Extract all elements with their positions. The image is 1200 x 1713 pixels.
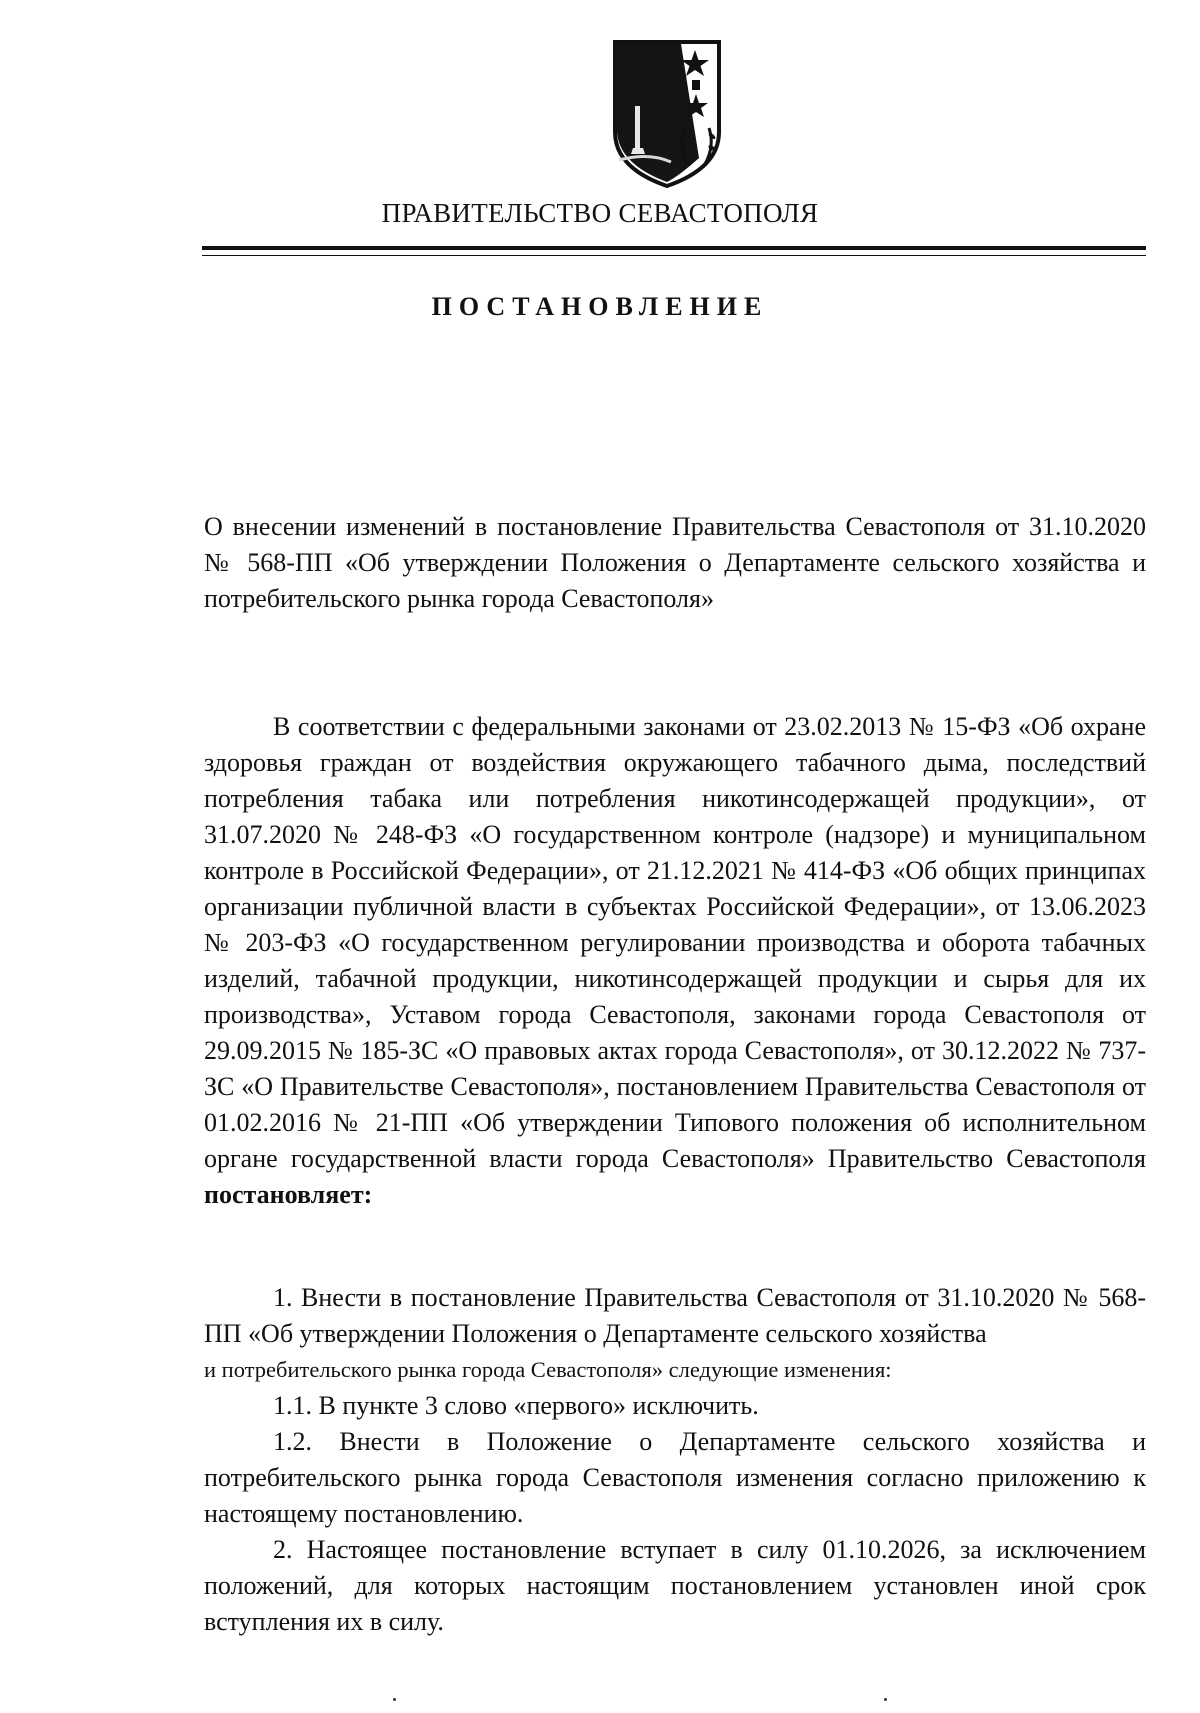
sevastopol-coat-of-arms-icon [609,36,725,190]
document-subject: О внесении изменений в постановление Правительства Севастополя от 31.10.2020 № 568-ПП «Об утверждении Положения о Департаменте сельского хозяйства и потребительского рынка города Севастополя» [204,512,1146,613]
item-1-1: 1.1. В пункте 3 слово «первого» исключить. [273,1391,759,1420]
resolution-items [204,1280,1146,1640]
item-2: 2. Настоящее постановление вступает в силу 01.10.2026, за исключением положений, для которых настоящим постановлением установлен иной срок вступления их в силу. [204,1535,1146,1636]
preamble-paragraph [204,709,1146,1213]
item-1-text: 1. Внести в постановление Правительства Севастополя от 31.10.2020 № 568-ПП «Об утверждении Положения о Департаменте сельского хозяйства [204,1283,1146,1348]
document-type-title: ПОСТАНОВЛЕНИЕ [431,292,769,321]
header-rule-thin [202,255,1146,256]
scan-speck [884,1698,887,1701]
item-1-2: 1.2. Внести в Положение о Департаменте сельского хозяйства и потребительского рынка города Севастополя изменения согласно приложению к настоящему постановлению. [204,1427,1146,1528]
organization-name: ПРАВИТЕЛЬСТВО СЕВАСТОПОЛЯ [381,198,819,228]
header-rule-thick [202,246,1146,250]
preamble-text: В соответствии с федеральными законами от 23.02.2013 № 15-ФЗ «Об охране здоровья граждан от воздействия окружающего табачного дыма, последствий потребления табака или потребления никотинсодержащей продукции», от 31.07.2020 № 248-ФЗ «О государственном контроле (надзоре) и муниципальном контроле в Российской Федерации», от 21.12.2021 № 414-ФЗ «Об общих принципах организации публичной власти в субъектах Российской Федерации», от 13.06.2023 № 203-ФЗ «О государственном регулировании производства и оборота табачных изделий, табачной продукции, никотинсодержащей продукции и сырья для их производства», Уставом города Севастополя, законами города Севастополя от 29.09.2015 № 185-ЗС «О правовых актах города Севастополя», от 30.12.2022 № 737-ЗС «О Правительстве Севастополя», постановлением Правительства Севастополя от 01.02.2016 № 21-ПП «Об утверждении Типового положения об исполнительном органе государственной власти города Севастополя» Правительство Севастополя [204,712,1146,1173]
preamble-verb: постановляет: [204,1180,373,1209]
item-1-tail: и потребительского рынка города Севастополя» следующие изменения: [204,1357,892,1382]
scan-speck [393,1698,396,1701]
